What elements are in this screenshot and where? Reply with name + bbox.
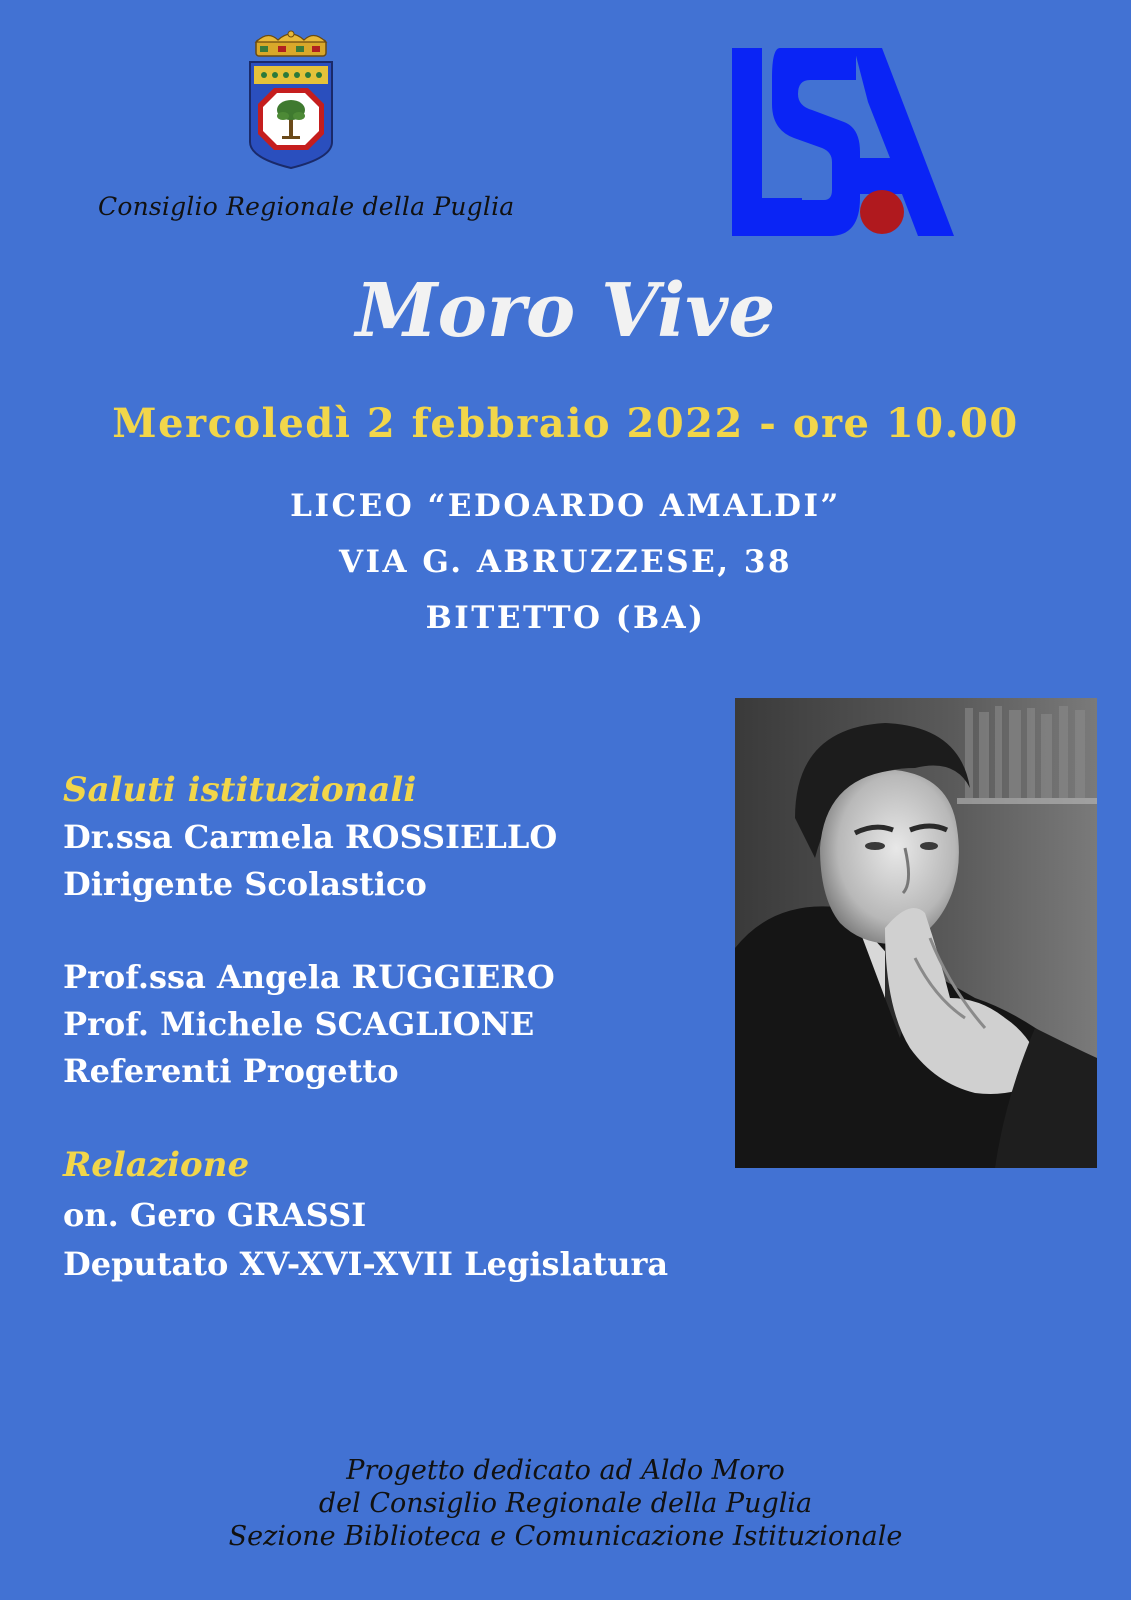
speaker-role: Deputato XV-XVI-XVII Legislatura <box>63 1245 669 1283</box>
speaker-name: Prof. Michele SCAGLIONE <box>63 1005 535 1043</box>
speaker-name: on. Gero GRASSI <box>63 1196 367 1234</box>
event-date: Mercoledì 2 febbraio 2022 - ore 10.00 <box>112 400 1019 447</box>
venue-address: VIA G. ABRUZZESE, 38 <box>338 544 793 580</box>
footer-line: del Consiglio Regionale della Puglia <box>318 1488 813 1519</box>
speaker-role: Dirigente Scolastico <box>63 865 427 903</box>
speaker-name: Prof.ssa Angela RUGGIERO <box>63 958 555 996</box>
relazione-heading: Relazione <box>63 1145 250 1185</box>
speaker-name: Dr.ssa Carmela ROSSIELLO <box>63 818 558 856</box>
saluti-heading: Saluti istituzionali <box>63 770 417 810</box>
event-title: Moro Vive <box>355 268 776 354</box>
footer-line: Sezione Biblioteca e Comunicazione Istituzionale <box>228 1521 903 1552</box>
school-logo-icon <box>732 48 954 236</box>
portrait-photo <box>735 698 1097 1168</box>
puglia-coat-of-arms-icon <box>248 30 334 172</box>
venue-school: LICEO “EDOARDO AMALDI” <box>290 488 841 524</box>
footer-line: Progetto dedicato ad Aldo Moro <box>346 1455 785 1486</box>
venue-city: BITETTO (BA) <box>425 600 706 636</box>
speaker-role: Referenti Progetto <box>63 1052 399 1090</box>
council-name: Consiglio Regionale della Puglia <box>98 192 515 221</box>
